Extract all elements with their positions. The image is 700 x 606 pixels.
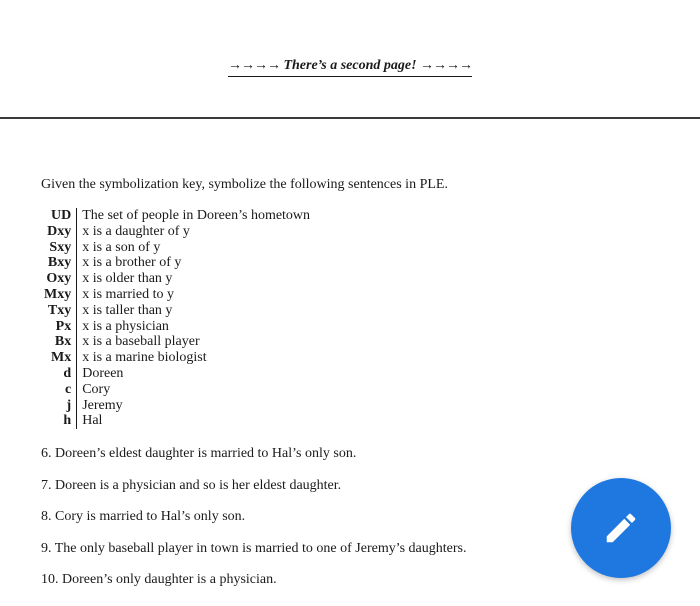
- key-meaning: Cory: [82, 381, 111, 397]
- key-row: [44, 413, 310, 429]
- banner-arrows-right: →→→→: [420, 58, 473, 73]
- key-row: [44, 366, 310, 382]
- key-symbol: Bxy: [44, 255, 77, 271]
- key-row: [44, 271, 310, 287]
- key-symbol: Oxy: [44, 271, 77, 287]
- key-row: [44, 287, 310, 303]
- key-row: [44, 255, 310, 271]
- banner-text-group: [228, 56, 472, 77]
- key-symbol: UD: [44, 208, 77, 224]
- key-meaning: x is a daughter of y: [82, 223, 190, 239]
- key-symbol: Bx: [44, 334, 77, 350]
- sentence-item: 6. Doreen’s eldest daughter is married to Hal’s only son.: [41, 446, 357, 461]
- key-meaning: Doreen: [82, 365, 124, 381]
- banner-arrows-left: →→→→: [227, 58, 280, 73]
- key-row: [44, 208, 310, 224]
- key-meaning: x is older than y: [82, 271, 173, 287]
- sentence-item: 8. Cory is married to Hal’s only son.: [41, 509, 246, 525]
- key-meaning: Hal: [82, 413, 103, 429]
- key-symbol: c: [44, 382, 77, 398]
- sentence-item: 9. The only baseball player in town is married to one of Jeremy’s daughters.: [41, 540, 467, 556]
- key-meaning: x is a brother of y: [82, 255, 182, 271]
- key-symbol: Dxy: [44, 224, 77, 240]
- sentence-item: 7. Doreen is a physician and so is her eldest daughter.: [41, 477, 342, 493]
- key-meaning: x is a physician: [82, 318, 169, 334]
- key-row: [44, 350, 310, 366]
- key-meaning: x is a son of y: [82, 239, 161, 255]
- symbolization-key: [44, 208, 310, 429]
- pencil-icon: [602, 509, 640, 547]
- sentence-list: [41, 444, 466, 602]
- banner-text: There’s a second page!: [283, 58, 417, 73]
- key-row: [44, 398, 310, 414]
- key-meaning: The set of people in Doreen’s hometown: [82, 208, 311, 223]
- key-symbol: Mx: [44, 350, 77, 366]
- key-symbol: h: [44, 413, 77, 429]
- key-meaning: x is married to y: [82, 286, 174, 302]
- sentence-item: 10. Doreen’s only daughter is a physician.: [41, 572, 277, 588]
- key-row: [44, 240, 310, 256]
- key-meaning: x is a marine biologist: [82, 350, 207, 366]
- key-row: [44, 303, 310, 319]
- key-symbol: d: [44, 366, 77, 382]
- key-symbol: Mxy: [44, 287, 77, 303]
- key-row: [44, 334, 310, 350]
- key-meaning: x is taller than y: [82, 302, 173, 318]
- key-symbol: Px: [44, 319, 77, 335]
- key-row: [44, 224, 310, 240]
- key-symbol: Txy: [44, 303, 77, 319]
- page-divider: [0, 117, 700, 119]
- key-row: [44, 382, 310, 398]
- edit-button[interactable]: [571, 478, 671, 578]
- key-meaning: Jeremy: [82, 397, 123, 413]
- key-symbol: Sxy: [44, 240, 77, 256]
- key-meaning: x is a baseball player: [82, 334, 200, 350]
- second-page-banner: [0, 56, 700, 77]
- key-symbol: j: [44, 398, 77, 414]
- instruction-text: Given the symbolization key, symbolize the following sentences in PLE.: [41, 177, 448, 192]
- key-row: [44, 319, 310, 335]
